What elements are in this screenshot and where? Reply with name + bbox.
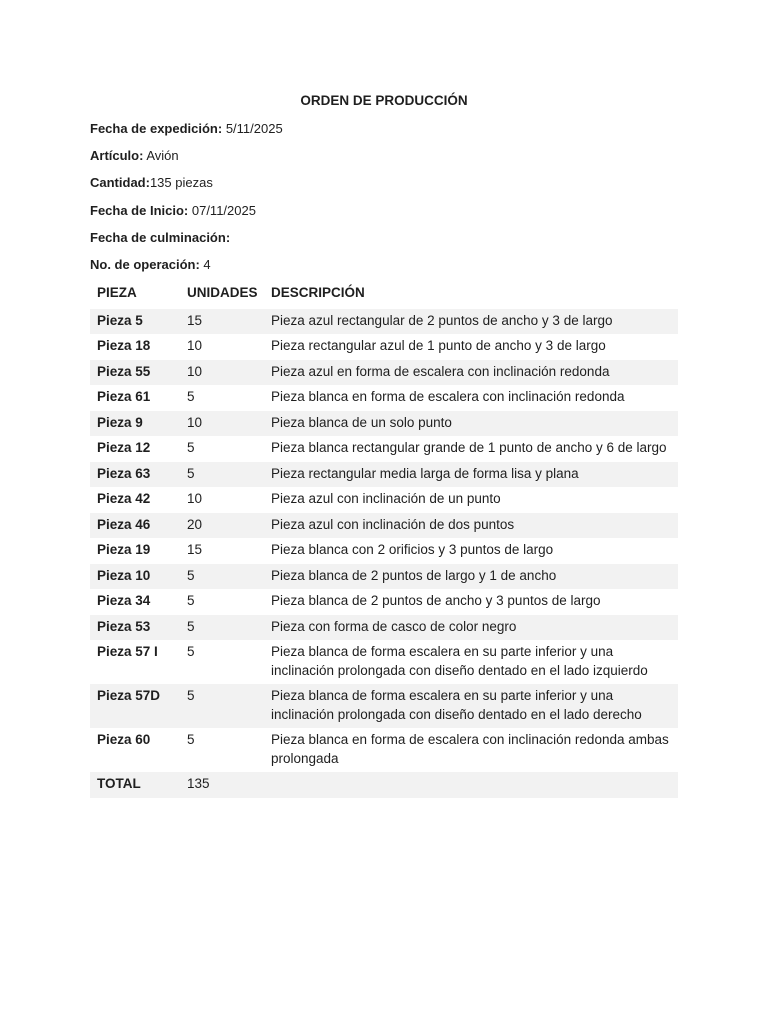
cell-descripcion: Pieza azul con inclinación de dos puntos (264, 513, 678, 539)
table-row (90, 564, 678, 590)
pieces-table (90, 280, 678, 798)
cell-pieza: Pieza 12 (97, 440, 151, 455)
meta-value: 4 (199, 256, 211, 272)
cell-unidades: 10 (187, 491, 203, 506)
cell-pieza: Pieza 60 (97, 732, 151, 747)
table-row (90, 487, 678, 513)
cell-pieza: Pieza 53 (90, 615, 180, 641)
meta-label: Fecha de Inicio: (90, 202, 189, 218)
cell-pieza: Pieza 9 (90, 411, 180, 437)
cell-descripcion: Pieza azul en forma de escalera con inclinación redonda (264, 360, 678, 386)
cell-unidades: 5 (180, 615, 264, 641)
cell-descripcion: Pieza azul con inclinación de un punto (271, 491, 501, 506)
cell-descripcion: Pieza blanca de 2 puntos de largo y 1 de ancho (264, 564, 678, 590)
header-unidades: UNIDADES (187, 285, 258, 300)
cell-pieza: Pieza 57 I (97, 644, 158, 659)
table-row (90, 462, 678, 488)
cell-unidades: 10 (180, 411, 264, 437)
table-row (90, 411, 678, 437)
meta-value: Avión (143, 148, 179, 164)
table-row (90, 615, 678, 641)
meta-label: Cantidad: (90, 175, 150, 191)
meta-label: Fecha de expedición: (90, 121, 223, 136)
meta-label: No. de operación: (90, 256, 200, 272)
table-row (90, 728, 678, 772)
cell-unidades: 5 (187, 440, 195, 455)
meta-fecha-culminacion (90, 229, 690, 256)
table-row (90, 360, 678, 386)
table-row (90, 513, 678, 539)
cell-unidades: 5 (180, 684, 264, 728)
table-row (90, 385, 678, 411)
cell-unidades: 5 (187, 732, 195, 747)
cell-pieza: Pieza 61 (97, 389, 151, 404)
cell-descripcion: Pieza con forma de casco de color negro (264, 615, 678, 641)
meta-value: 5/11/2025 (222, 121, 283, 136)
page-title: ORDEN DE PRODUCCIÓN (300, 93, 468, 108)
cell-unidades: 10 (187, 338, 203, 353)
cell-pieza: Pieza 46 (90, 513, 180, 539)
cell-pieza: Pieza 10 (90, 564, 180, 590)
table-row (90, 334, 678, 360)
cell-descripcion: Pieza rectangular media larga de forma lisa y plana (264, 462, 678, 488)
cell-descripcion: Pieza blanca en forma de escalera con inclinación redonda ambas prolongada (271, 732, 669, 766)
meta-fecha-inicio (90, 202, 690, 229)
meta-value: 07/11/2025 (188, 202, 256, 218)
cell-unidades: 15 (187, 542, 203, 557)
cell-descripcion: Pieza blanca con 2 orificios y 3 puntos de largo (271, 542, 554, 557)
cell-unidades: 10 (180, 360, 264, 386)
table-body (90, 309, 678, 798)
cell-descripcion: Pieza blanca de 2 puntos de ancho y 3 puntos de largo (271, 593, 601, 608)
total-row (90, 772, 678, 798)
cell-pieza: Pieza 57D (90, 684, 180, 728)
cell-descripcion: Pieza blanca de un solo punto (264, 411, 678, 437)
cell-descripcion: Pieza rectangular azul de 1 punto de ancho y 3 de largo (271, 338, 606, 353)
cell-unidades: 5 (187, 593, 195, 608)
cell-unidades: 5 (180, 462, 264, 488)
cell-pieza: Pieza 19 (97, 542, 151, 557)
cell-pieza: Pieza 5 (90, 309, 180, 335)
cell-pieza: Pieza 42 (97, 491, 151, 506)
cell-unidades: 20 (180, 513, 264, 539)
cell-descripcion: Pieza blanca de forma escalera en su parte inferior y una inclinación prolongada con diseño dentado en el lado derecho (264, 684, 678, 728)
meta-label: Fecha de culminación: (90, 229, 231, 245)
table-row (90, 684, 678, 728)
cell-pieza: Pieza 63 (90, 462, 180, 488)
table-header-row (90, 280, 678, 309)
cell-descripcion: Pieza blanca en forma de escalera con inclinación redonda (271, 389, 625, 404)
table-row (90, 309, 678, 335)
table-row (90, 589, 678, 615)
header-pieza: PIEZA (97, 285, 137, 300)
meta-value: 135 piezas (149, 175, 213, 191)
header-descripcion: DESCRIPCIÓN (271, 285, 365, 300)
total-description (264, 772, 678, 798)
cell-pieza: Pieza 18 (97, 338, 151, 353)
meta-articulo (90, 147, 690, 174)
cell-unidades: 5 (180, 564, 264, 590)
cell-descripcion: Pieza blanca de forma escalera en su parte inferior y una inclinación prolongada con diseño dentado en el lado izquierdo (271, 644, 648, 678)
total-value: 135 (180, 772, 264, 798)
cell-unidades: 5 (187, 644, 195, 659)
cell-descripcion: Pieza azul rectangular de 2 puntos de ancho y 3 de largo (264, 309, 678, 335)
cell-pieza: Pieza 34 (97, 593, 151, 608)
table-row (90, 538, 678, 564)
cell-unidades: 5 (187, 389, 195, 404)
meta-cantidad (90, 174, 690, 201)
order-metadata (90, 120, 690, 283)
table-row (90, 640, 678, 684)
meta-label: Artículo: (90, 148, 144, 164)
cell-unidades: 15 (180, 309, 264, 335)
table-row (90, 436, 678, 462)
cell-pieza: Pieza 55 (90, 360, 180, 386)
meta-fecha-expedicion (90, 120, 690, 147)
total-label: TOTAL (90, 772, 180, 798)
cell-descripcion: Pieza blanca rectangular grande de 1 punto de ancho y 6 de largo (271, 440, 667, 455)
